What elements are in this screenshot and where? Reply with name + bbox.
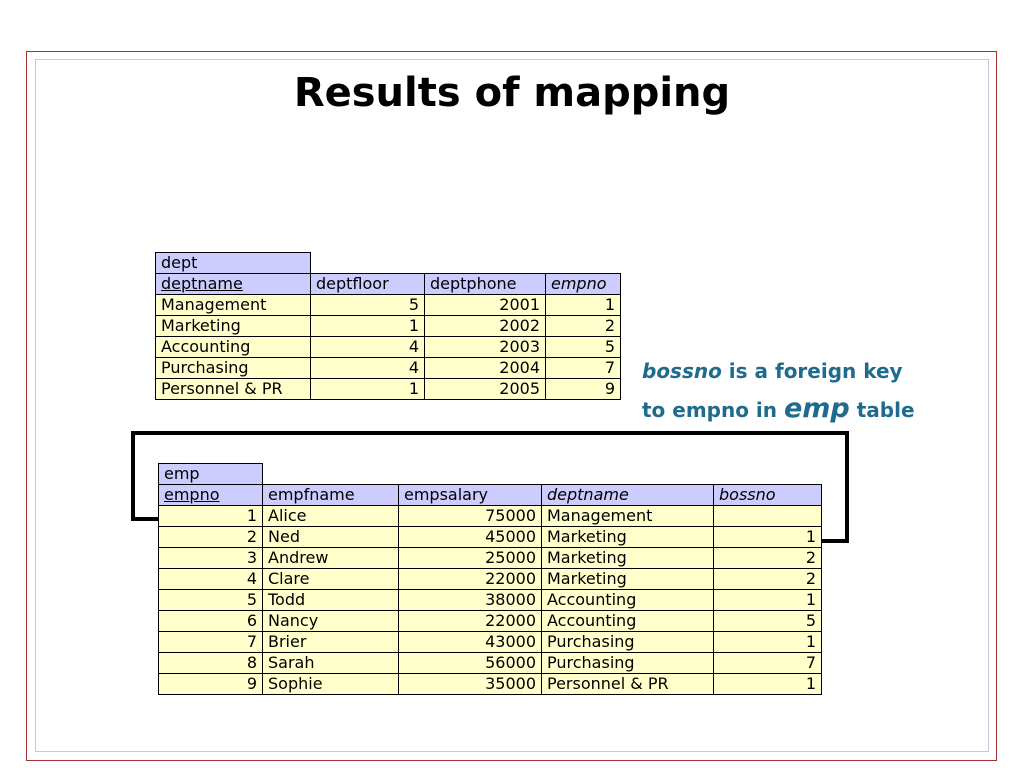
table-cell: 75000 — [399, 506, 542, 527]
table-cell: 2 — [546, 316, 621, 337]
table-cell: 7 — [159, 632, 263, 653]
note-line-2 — [642, 390, 915, 429]
table-cell: Marketing — [542, 527, 714, 548]
column-header: deptname — [156, 274, 311, 295]
table-cell: 5 — [159, 590, 263, 611]
column-header: deptfloor — [311, 274, 425, 295]
note-text: to empno in — [642, 398, 784, 422]
table-cell: 5 — [546, 337, 621, 358]
table-cell: Todd — [263, 590, 399, 611]
table-cell: Accounting — [542, 590, 714, 611]
table-cell: Brier — [263, 632, 399, 653]
table-cell: 3 — [159, 548, 263, 569]
table-cell: Sarah — [263, 653, 399, 674]
table-cell: Ned — [263, 527, 399, 548]
table-name-cell: emp — [159, 464, 263, 485]
table-cell: 38000 — [399, 590, 542, 611]
table-row — [159, 674, 822, 695]
note-text: table — [849, 398, 915, 422]
table-cell: Purchasing — [542, 653, 714, 674]
table-cell: Clare — [263, 569, 399, 590]
table-cell: Purchasing — [542, 632, 714, 653]
table-cell: 2 — [714, 569, 822, 590]
table-cell: 6 — [159, 611, 263, 632]
table-cell: 2004 — [425, 358, 546, 379]
table-cell: 9 — [159, 674, 263, 695]
column-header: empno — [159, 485, 263, 506]
table-cell: Alice — [263, 506, 399, 527]
table-row — [159, 569, 822, 590]
table-cell: 9 — [546, 379, 621, 400]
column-header: empno — [546, 274, 621, 295]
table-row — [159, 611, 822, 632]
table-cell: 8 — [159, 653, 263, 674]
table-row — [156, 295, 621, 316]
table-cell: 35000 — [399, 674, 542, 695]
column-header: deptname — [542, 485, 714, 506]
table-row — [159, 527, 822, 548]
table-row — [156, 379, 621, 400]
note-term: bossno — [642, 359, 722, 383]
table-cell: 1 — [714, 590, 822, 611]
table-cell: 22000 — [399, 569, 542, 590]
table-name-row — [159, 464, 822, 485]
note-table-name: emp — [783, 393, 850, 424]
table-cell: 56000 — [399, 653, 542, 674]
table-cell: Andrew — [263, 548, 399, 569]
table-cell: Nancy — [263, 611, 399, 632]
table-cell: 1 — [714, 674, 822, 695]
table-cell: 2001 — [425, 295, 546, 316]
table-cell: 25000 — [399, 548, 542, 569]
table-cell: Marketing — [542, 548, 714, 569]
table-cell: Sophie — [263, 674, 399, 695]
table-row — [156, 316, 621, 337]
table-cell — [714, 506, 822, 527]
table-cell: Management — [542, 506, 714, 527]
table-name-row — [156, 253, 621, 274]
header-row — [159, 485, 822, 506]
slide-title: Results of mapping — [293, 70, 731, 116]
table-cell: 7 — [714, 653, 822, 674]
table-cell: Marketing — [156, 316, 311, 337]
table-cell: 43000 — [399, 632, 542, 653]
table-cell: 22000 — [399, 611, 542, 632]
table-cell: 1 — [714, 527, 822, 548]
table-row — [159, 548, 822, 569]
column-header: empsalary — [399, 485, 542, 506]
table-row — [159, 632, 822, 653]
table-cell: Marketing — [542, 569, 714, 590]
table-cell: 1 — [714, 632, 822, 653]
column-header: bossno — [714, 485, 822, 506]
table-cell: 4 — [311, 337, 425, 358]
table-cell: Management — [156, 295, 311, 316]
table-cell: 1 — [311, 316, 425, 337]
table-cell: 1 — [311, 379, 425, 400]
table-row — [159, 590, 822, 611]
table-cell: 5 — [714, 611, 822, 632]
foreign-key-note — [642, 352, 915, 429]
header-row — [156, 274, 621, 295]
table-row — [159, 506, 822, 527]
table-cell: 5 — [311, 295, 425, 316]
table-cell: 2 — [159, 527, 263, 548]
table-row — [156, 337, 621, 358]
table-row — [159, 653, 822, 674]
column-header: empfname — [263, 485, 399, 506]
table-cell: 1 — [159, 506, 263, 527]
table-cell: 4 — [159, 569, 263, 590]
table-cell: 1 — [546, 295, 621, 316]
table-cell: 2005 — [425, 379, 546, 400]
table-cell: Purchasing — [156, 358, 311, 379]
table-cell: 7 — [546, 358, 621, 379]
table-cell: 45000 — [399, 527, 542, 548]
table-cell: 2003 — [425, 337, 546, 358]
table-cell: 2 — [714, 548, 822, 569]
note-line-1 — [642, 352, 915, 390]
dept-table — [155, 252, 621, 400]
table-cell: Personnel & PR — [156, 379, 311, 400]
note-text: is a foreign key — [721, 359, 903, 383]
emp-table — [158, 463, 822, 695]
table-cell: Accounting — [542, 611, 714, 632]
table-cell: Accounting — [156, 337, 311, 358]
column-header: deptphone — [425, 274, 546, 295]
table-name-cell: dept — [156, 253, 311, 274]
table-cell: 4 — [311, 358, 425, 379]
table-cell: Personnel & PR — [542, 674, 714, 695]
table-cell: 2002 — [425, 316, 546, 337]
table-row — [156, 358, 621, 379]
